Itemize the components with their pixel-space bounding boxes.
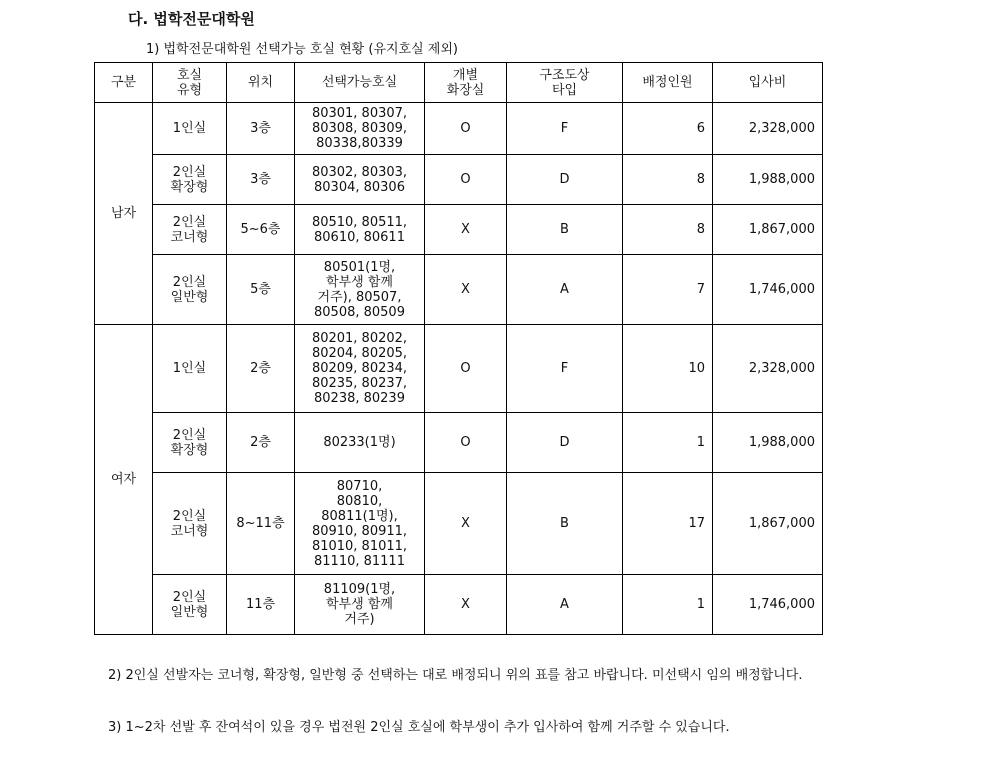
header-private-bathroom: 개별 화장실	[425, 63, 507, 103]
section-heading: 다. 법학전문대학원	[128, 10, 255, 28]
table-row	[95, 473, 823, 575]
capacity-cell: 7	[623, 255, 713, 325]
private-bathroom-cell: O	[425, 325, 507, 413]
capacity-cell: 1	[623, 413, 713, 473]
table-caption: 1) 법학전문대학원 선택가능 호실 현황 (유지호실 제외)	[146, 42, 458, 57]
layout-type-cell: B	[507, 473, 623, 575]
fee-cell: 1,988,000	[713, 155, 823, 205]
private-bathroom-cell: X	[425, 473, 507, 575]
room-type-cell: 2인실 코너형	[153, 205, 227, 255]
location-cell: 5층	[227, 255, 295, 325]
location-cell: 5~6층	[227, 205, 295, 255]
private-bathroom-cell: X	[425, 205, 507, 255]
available-rooms-cell: 80710, 80810, 80811(1명), 80910, 80911, 81010, 81011, 81110, 81111	[295, 473, 425, 575]
table-row	[95, 325, 823, 413]
room-type-cell: 2인실 일반형	[153, 255, 227, 325]
layout-type-cell: A	[507, 575, 623, 635]
header-fee: 입사비	[713, 63, 823, 103]
room-type-cell: 2인실 일반형	[153, 575, 227, 635]
header-row	[95, 63, 823, 103]
layout-type-cell: F	[507, 103, 623, 155]
note-extra-residents: 3) 1~2차 선발 후 잔여석이 있을 경우 법전원 2인실 호실에 학부생이 추가 입사하여 함께 거주할 수 있습니다.	[108, 720, 730, 735]
header-available-rooms: 선택가능호실	[295, 63, 425, 103]
capacity-cell: 1	[623, 575, 713, 635]
location-cell: 2층	[227, 413, 295, 473]
header-capacity: 배정인원	[623, 63, 713, 103]
room-type-cell: 1인실	[153, 325, 227, 413]
table-row	[95, 103, 823, 155]
table-row	[95, 205, 823, 255]
capacity-cell: 8	[623, 205, 713, 255]
fee-cell: 1,867,000	[713, 205, 823, 255]
layout-type-cell: A	[507, 255, 623, 325]
gender-group-cell: 여자	[95, 325, 153, 635]
available-rooms-cell: 81109(1명, 학부생 함께 거주)	[295, 575, 425, 635]
available-rooms-cell: 80301, 80307, 80308, 80309, 80338,80339	[295, 103, 425, 155]
fee-cell: 1,746,000	[713, 575, 823, 635]
private-bathroom-cell: X	[425, 575, 507, 635]
table-body	[95, 103, 823, 635]
room-type-cell: 1인실	[153, 103, 227, 155]
room-type-cell: 2인실 확장형	[153, 413, 227, 473]
fee-cell: 1,988,000	[713, 413, 823, 473]
capacity-cell: 6	[623, 103, 713, 155]
header-category: 구분	[95, 63, 153, 103]
private-bathroom-cell: O	[425, 103, 507, 155]
table-row	[95, 575, 823, 635]
location-cell: 3층	[227, 155, 295, 205]
layout-type-cell: D	[507, 413, 623, 473]
header-room-type: 호실 유형	[153, 63, 227, 103]
available-rooms-cell: 80233(1명)	[295, 413, 425, 473]
available-rooms-cell: 80201, 80202, 80204, 80205, 80209, 80234, 80235, 80237, 80238, 80239	[295, 325, 425, 413]
capacity-cell: 17	[623, 473, 713, 575]
layout-type-cell: F	[507, 325, 623, 413]
location-cell: 3층	[227, 103, 295, 155]
fee-cell: 1,867,000	[713, 473, 823, 575]
capacity-cell: 10	[623, 325, 713, 413]
fee-cell: 2,328,000	[713, 103, 823, 155]
layout-type-cell: B	[507, 205, 623, 255]
room-type-cell: 2인실 코너형	[153, 473, 227, 575]
table-row	[95, 155, 823, 205]
fee-cell: 1,746,000	[713, 255, 823, 325]
location-cell: 2층	[227, 325, 295, 413]
room-availability-table	[94, 62, 823, 635]
header-layout-type: 구조도상 타입	[507, 63, 623, 103]
location-cell: 11층	[227, 575, 295, 635]
available-rooms-cell: 80510, 80511, 80610, 80611	[295, 205, 425, 255]
table-row	[95, 255, 823, 325]
available-rooms-cell: 80302, 80303, 80304, 80306	[295, 155, 425, 205]
gender-group-cell: 남자	[95, 103, 153, 325]
private-bathroom-cell: O	[425, 413, 507, 473]
capacity-cell: 8	[623, 155, 713, 205]
layout-type-cell: D	[507, 155, 623, 205]
header-location: 위치	[227, 63, 295, 103]
room-type-cell: 2인실 확장형	[153, 155, 227, 205]
private-bathroom-cell: X	[425, 255, 507, 325]
private-bathroom-cell: O	[425, 155, 507, 205]
available-rooms-cell: 80501(1명, 학부생 함께 거주), 80507, 80508, 80509	[295, 255, 425, 325]
table-row	[95, 413, 823, 473]
fee-cell: 2,328,000	[713, 325, 823, 413]
note-two-person-selection: 2) 2인실 선발자는 코너형, 확장형, 일반형 중 선택하는 대로 배정되니 위의 표를 참고 바랍니다. 미선택시 임의 배정합니다.	[108, 668, 803, 683]
location-cell: 8~11층	[227, 473, 295, 575]
